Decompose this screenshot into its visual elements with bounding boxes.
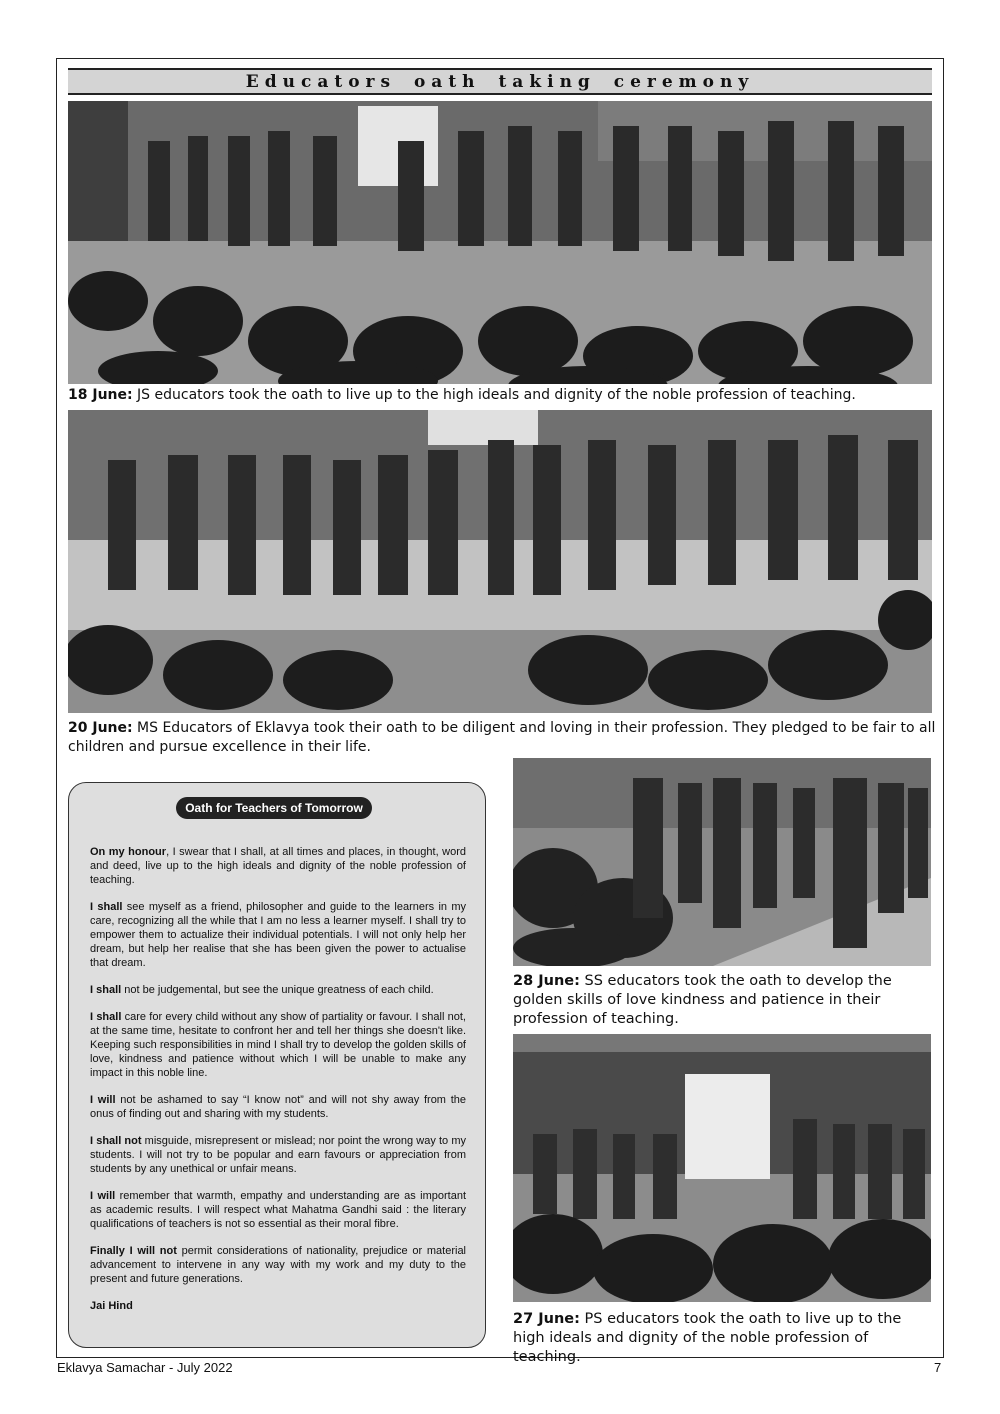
section-title-bar (68, 68, 932, 95)
oath-text: see myself as a friend, philosopher and guide to the learners in my care, recognizing all the while that I am no less a learner myself. I shall try to empower them to actualize their individual potentials. I will not only help her dream, but help her realise that she has been given the power to actualise that dream. (90, 901, 466, 969)
oath-lead: I shall not (90, 1135, 142, 1147)
photo-ss-educators (513, 758, 931, 966)
oath-text: care for every child without any show of partiality or favour. I shall not, at the same time, hesitate to confront her and tell her things she doesn't like. Keeping such responsibilities in mind I shall try to develop the golden skills of love, kindness and patience without which I will be unable to make any impact in this noble line. (90, 1011, 466, 1079)
oath-lead: On my honour (90, 846, 167, 858)
oath-paragraph (90, 1093, 466, 1121)
caption-date: 27 June: (513, 1311, 580, 1327)
caption-text: JS educators took the oath to live up to the high ideals and dignity of the noble profession of teaching. (132, 387, 856, 403)
oath-paragraph (90, 983, 466, 997)
oath-text: remember that warmth, empathy and understanding are as important as academic results. I will respect what Mahatma Gandhi said : the literary qualifications of teachers is not so essential as their moral fibre. (90, 1190, 466, 1230)
oath-lead: I will (90, 1190, 116, 1202)
caption-27-june (513, 1310, 933, 1367)
section-title: Educators oath taking ceremony (245, 71, 755, 92)
caption-date: 20 June: (68, 720, 133, 736)
photo-js-educators (68, 101, 932, 384)
caption-28-june (513, 972, 933, 1029)
oath-text: permit considerations of nationality, prejudice or material advancement to intervene in any way with my work and my duty to the present and future generations. (90, 1245, 466, 1285)
oath-lead: I shall (90, 984, 122, 996)
oath-lead: I shall (90, 1011, 122, 1023)
oath-text: misguide, misrepresent or mislead; nor point the wrong way to my students. I will not try to be popular and earn favours or appreciation from students by any unethical or unfair means. (90, 1135, 466, 1175)
footer-publication: Eklavya Samachar - July 2022 (57, 1360, 233, 1375)
caption-text: MS Educators of Eklavya took their oath to be diligent and loving in their profession. They pledged to be fair to all children and pursue excellence in their life. (68, 720, 936, 755)
oath-paragraph (90, 845, 466, 887)
oath-text: not be ashamed to say “I know not” and will not shy away from the onus of finding out and sharing with my students. (90, 1094, 466, 1120)
oath-paragraph (90, 1189, 466, 1231)
oath-paragraph (90, 1010, 466, 1080)
oath-lead: Finally I will not (90, 1245, 177, 1257)
caption-date: 18 June: (68, 387, 133, 403)
caption-text: PS educators took the oath to live up to the high ideals and dignity of the noble profession of teaching. (513, 1311, 902, 1365)
oath-lead: I shall (90, 901, 123, 913)
oath-text: not be judgemental, but see the unique greatness of each child. (121, 984, 434, 996)
photo-ps-educators (513, 1034, 931, 1302)
oath-body (90, 845, 466, 1326)
oath-closing-text: Jai Hind (90, 1300, 133, 1312)
footer-page-number: 7 (934, 1360, 942, 1375)
oath-paragraph (90, 1244, 466, 1286)
oath-paragraph (90, 1134, 466, 1176)
caption-text: SS educators took the oath to develop the golden skills of love kindness and patience in their profession of teaching. (513, 973, 892, 1027)
oath-paragraph (90, 900, 466, 970)
photo-ms-educators (68, 410, 932, 713)
oath-lead: I will (90, 1094, 116, 1106)
oath-closing (90, 1299, 466, 1313)
caption-20-june (68, 719, 938, 757)
caption-18-june (68, 386, 932, 405)
oath-text: , I swear that I shall, at all times and places, in thought, word and deed, live up to the high ideals and dignity of the noble profession of teaching. (90, 846, 466, 886)
oath-title: Oath for Teachers of Tomorrow (176, 797, 372, 819)
caption-date: 28 June: (513, 973, 580, 989)
